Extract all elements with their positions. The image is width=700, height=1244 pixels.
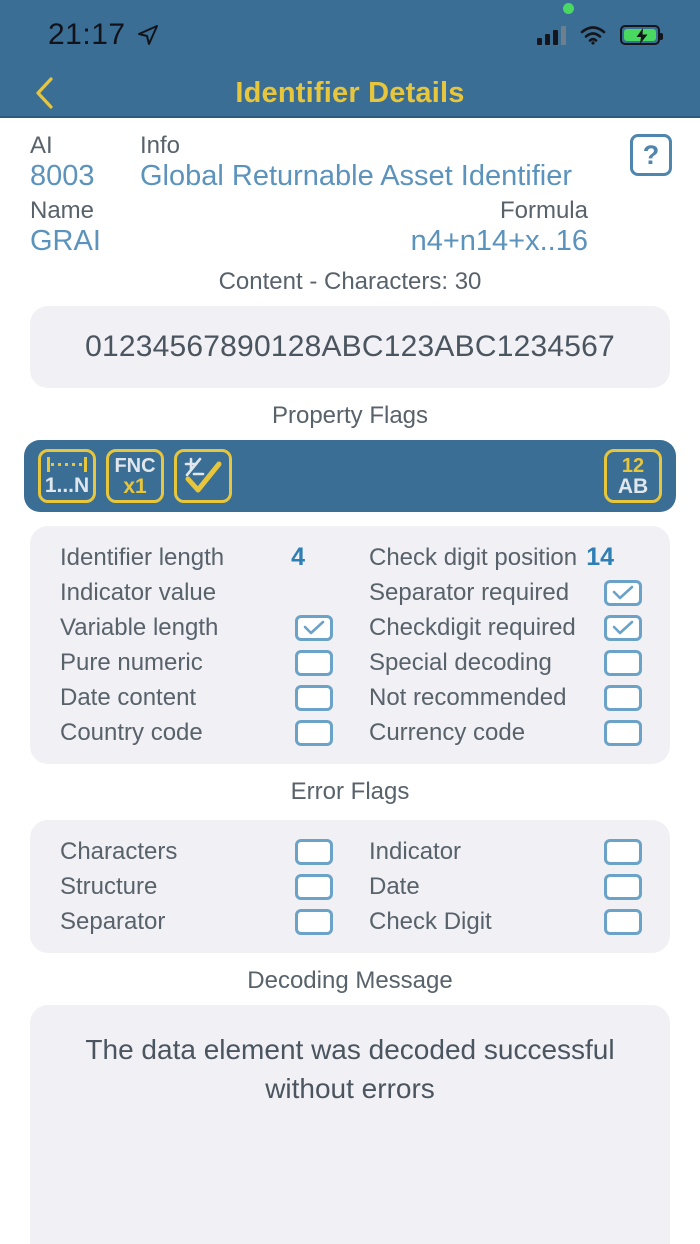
fnc1-icon-line1: FNC [114,454,156,477]
identifier-info [0,118,700,296]
name-formula-row [30,197,670,258]
property-flags-iconbar [24,440,676,512]
flag-row [60,834,333,869]
wifi-icon [580,25,606,45]
flag-row [60,715,333,750]
measure-bar-glyph [47,457,87,472]
flag-label: Separator [60,907,166,935]
flag-row [60,610,333,645]
check-icon [303,620,325,636]
fnc1-icon-line2: x1 [123,474,147,498]
flag-value: 14 [586,543,614,571]
info-column [140,132,670,193]
alphanumeric-icon-line2: AB [617,474,649,498]
plus-minus-check-glyph [182,457,224,495]
name-column [30,197,370,258]
flag-value: 4 [291,543,305,571]
flag-row [60,645,333,680]
flag-label: Identifier length [60,543,225,571]
content-value-card[interactable] [30,306,670,388]
flag-label: Indicator [369,837,462,865]
flag-checkbox[interactable] [295,615,333,641]
property-flags-left-column [46,540,351,750]
nav-header [0,70,700,118]
flag-row [60,869,333,904]
flag-row [369,610,642,645]
page-title: Identifier Details [235,76,465,109]
formula-value: n4+n14+x..16 [410,225,588,257]
error-flags-right-column [351,834,654,939]
flag-row [369,645,642,680]
flag-checkbox[interactable] [604,650,642,676]
location-arrow-icon [136,23,160,47]
flag-label: Not recommended [369,683,567,711]
name-value: GRAI [30,225,101,257]
flag-checkbox[interactable] [295,874,333,900]
flag-checkbox[interactable] [604,580,642,606]
chevron-left-icon [33,76,55,110]
formula-label: Formula [499,197,588,224]
flag-row [369,834,642,869]
flag-checkbox[interactable] [604,615,642,641]
back-button[interactable] [24,73,64,113]
property-flags-title: Property Flags [271,402,429,429]
status-time: 21:17 [48,18,126,51]
flag-checkbox[interactable] [295,720,333,746]
flag-label: Currency code [369,718,526,746]
flag-label: Check digit position [369,543,578,571]
alphanumeric-icon-line1: 12 [621,454,645,477]
flag-row [60,904,333,939]
flag-label: Variable length [60,613,219,641]
flag-label: Checkdigit required [369,613,576,641]
ai-info-row [30,132,670,193]
ai-column [30,132,140,193]
decoding-message-title: Decoding Message [247,967,453,994]
status-clock [48,18,160,52]
ai-label: AI [30,132,53,159]
flag-label: Country code [60,718,203,746]
property-flags-right-column [351,540,654,750]
flag-empty-value [295,580,333,606]
fnc1-icon[interactable] [106,449,164,503]
flag-checkbox[interactable] [604,720,642,746]
flag-label: Separator required [369,578,570,606]
decoding-message-text: The data element was decoded successful without errors [85,1034,615,1104]
checkdigit-icon[interactable] [174,449,232,503]
flag-row [60,540,333,575]
flag-row [60,680,333,715]
formula-column [370,197,670,258]
status-indicators [537,25,660,45]
error-flags-title: Error Flags [290,778,410,805]
property-flag-icons-left [38,449,232,503]
cellular-signal-icon [537,25,566,45]
help-button[interactable]: ? [630,134,672,176]
flag-row [369,680,642,715]
flag-checkbox[interactable] [604,685,642,711]
flag-checkbox[interactable] [295,909,333,935]
flag-label: Special decoding [369,648,552,676]
flag-row [369,715,642,750]
check-icon [612,620,634,636]
content-value: 01234567890128ABC123ABC1234567 [85,330,615,363]
variable-length-icon[interactable] [38,449,96,503]
flag-row [369,540,642,575]
flag-checkbox[interactable] [604,839,642,865]
decoding-message-card [30,1005,670,1244]
property-flags-card [30,526,670,764]
flag-label: Check Digit [369,907,492,935]
green-recording-dot [563,3,574,14]
flag-label: Date content [60,683,197,711]
error-flags-left-column [46,834,351,939]
info-value: Global Returnable Asset Identifier [140,160,573,192]
content-caption: Content - Characters: 30 [218,268,482,295]
info-label: Info [140,132,181,159]
flag-row [369,575,642,610]
name-label: Name [30,197,95,224]
flag-checkbox[interactable] [295,839,333,865]
alphanumeric-icon[interactable] [604,449,662,503]
flag-checkbox[interactable] [295,650,333,676]
flag-row [369,869,642,904]
flag-checkbox[interactable] [295,685,333,711]
variable-length-icon-label: 1...N [44,473,90,497]
flag-row [60,575,333,610]
battery-charging-icon [620,25,660,45]
flag-checkbox[interactable] [604,874,642,900]
flag-row [369,904,642,939]
check-icon [612,585,634,601]
flag-label: Pure numeric [60,648,203,676]
flag-label: Structure [60,872,158,900]
error-flags-card [30,820,670,953]
ai-value: 8003 [30,160,95,192]
flag-label: Characters [60,837,178,865]
status-bar [0,0,700,70]
flag-label: Indicator value [60,578,217,606]
main-content [0,118,700,1244]
flag-checkbox[interactable] [604,909,642,935]
flag-label: Date [369,872,420,900]
